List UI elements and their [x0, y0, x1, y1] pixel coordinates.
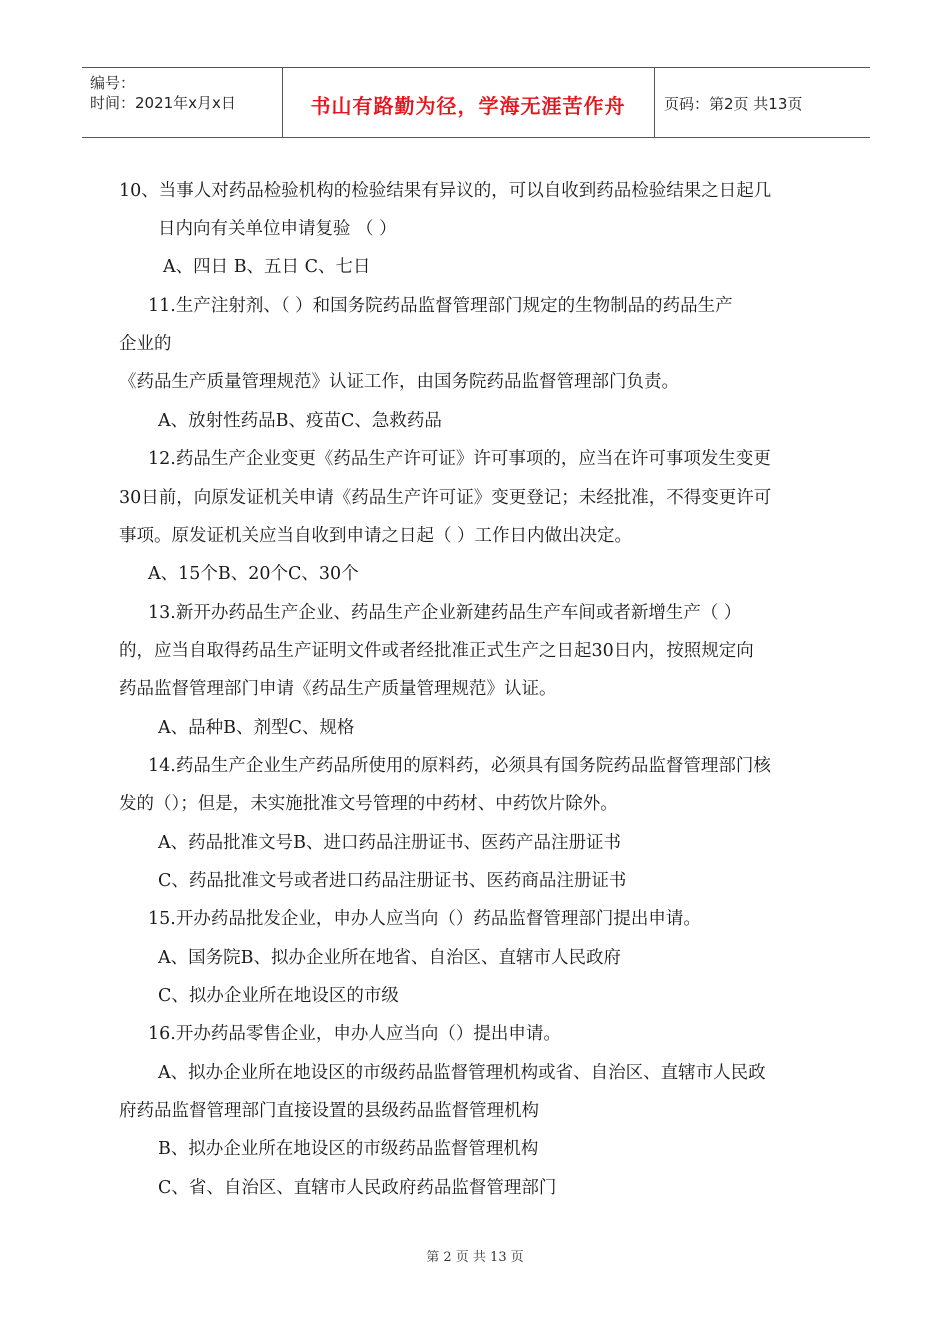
- document-number: 编号：: [90, 74, 136, 92]
- question-16-option-c: C、省、自治区、直辖市人民政府药品监督管理部门: [158, 1178, 557, 1198]
- question-12-line-3: 事项。原发证机关应当自收到申请之日起（ ）工作日内做出决定。: [119, 526, 633, 546]
- question-13-line-2: 的，应当自取得药品生产证明文件或者经批准正式生产之日起30日内，按照规定向: [119, 641, 754, 661]
- question-10-line-2: 日内向有关单位申请复验 （ ）: [158, 219, 397, 239]
- question-10-line-1: 10、当事人对药品检验机构的检验结果有异议的，可以自收到药品检验结果之日起几: [119, 181, 772, 201]
- question-14-line-2: 发的（）；但是，未实施批准文号管理的中药材、中药饮片除外。: [119, 794, 618, 814]
- question-11-line-2: 企业的: [119, 334, 172, 354]
- question-14-option-a: A、药品批准文号B、进口药品注册证书、医药产品注册证书: [158, 833, 621, 853]
- question-14-line-1: 14.药品生产企业生产药品所使用的原料药，必须具有国务院药品监督管理部门核: [148, 756, 771, 776]
- question-12-line-1: 12.药品生产企业变更《药品生产许可证》许可事项的，应当在许可事项发生变更: [148, 449, 771, 469]
- question-11-options: A、放射性药品B、疫苗C、急救药品: [158, 411, 442, 431]
- question-15-option-c: C、拟办企业所在地设区的市级: [158, 986, 399, 1006]
- question-16-option-b: B、拟办企业所在地设区的市级药品监督管理机构: [158, 1139, 539, 1159]
- question-13-line-3: 药品监督管理部门申请《药品生产质量管理规范》认证。: [119, 679, 557, 699]
- question-14-option-c: C、药品批准文号或者进口药品注册证书、医药商品注册证书: [158, 871, 627, 891]
- question-16-option-a-line-2: 府药品监督管理部门直接设置的县级药品监督管理机构: [119, 1101, 539, 1121]
- motto-text: 书山有路勤为径，学海无涯苦作舟: [310, 94, 626, 118]
- question-12-line-2: 30日前，向原发证机关申请《药品生产许可证》变更登记；未经批准，不得变更许可: [119, 488, 772, 508]
- question-16-option-a-line-1: A、拟办企业所在地设区的市级药品监督管理机构或省、自治区、直辖市人民政: [158, 1063, 766, 1083]
- question-12-options: A、15个B、20个C、30个: [148, 564, 359, 584]
- question-13-options: A、品种B、剂型C、规格: [158, 718, 355, 738]
- question-15-option-a: A、国务院B、拟办企业所在地省、自治区、直辖市人民政府: [158, 948, 621, 968]
- question-11-line-1: 11.生产注射剂、（ ）和国务院药品监督管理部门规定的生物制品的药品生产: [148, 296, 733, 316]
- page-footer: 第 2 页 共 13 页: [426, 1250, 524, 1265]
- document-date: 时间：2021年x月x日: [90, 94, 236, 112]
- question-15-line-1: 15.开办药品批发企业，申办人应当向（）药品监督管理部门提出申请。: [148, 909, 701, 929]
- question-10-options: A、四日 B、五日 C、七日: [163, 257, 371, 277]
- question-13-line-1: 13.新开办药品生产企业、药品生产企业新建药品生产车间或者新增生产（ ）: [148, 603, 742, 623]
- question-16-line-1: 16.开办药品零售企业，申办人应当向（）提出申请。: [148, 1024, 561, 1044]
- question-11-line-3: 《药品生产质量管理规范》认证工作，由国务院药品监督管理部门负责。: [119, 372, 679, 392]
- page-number-info: 页码：第2页 共13页: [664, 95, 803, 113]
